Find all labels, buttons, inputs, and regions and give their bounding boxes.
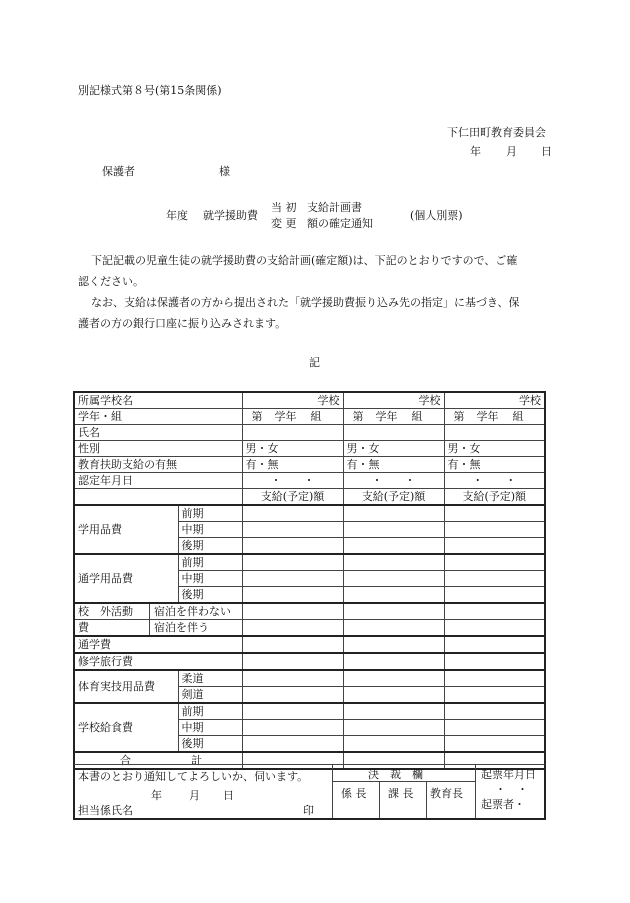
staff-name-label: 担当係氏名 — [78, 804, 133, 817]
name-label: 氏名 — [74, 425, 242, 441]
amount-cell — [343, 703, 444, 720]
superintendent-label: 教育長 — [430, 787, 463, 800]
amount-cell — [242, 736, 343, 753]
amount-cell — [74, 603, 242, 620]
amount-cell — [242, 720, 343, 736]
school-cell-2: 学校 — [343, 392, 444, 409]
amount-cell — [444, 636, 545, 653]
school-trip-label: 修学旅行費 — [74, 653, 242, 670]
issuer: 下仁田町教育委員会 — [447, 126, 546, 139]
title-year: 年度 — [166, 209, 188, 222]
amount-cell — [444, 571, 545, 587]
approval-day: 日 — [223, 789, 234, 802]
term-mid: 中期 — [178, 720, 242, 736]
decision-header: 決 裁 欄 — [368, 768, 423, 781]
aid-cell-2: 有・無 — [343, 457, 444, 473]
aid-label: 教育扶助支給の有無 — [74, 457, 242, 473]
table-row — [74, 670, 545, 687]
amount-cell — [343, 571, 444, 587]
outside-activity-label-b: 費 — [75, 620, 150, 635]
amount-header-1: 支給(予定)額 — [242, 489, 343, 506]
pe-supplies-label: 体育実技用品費 — [74, 670, 178, 703]
drafter-label: 起票者・ — [481, 798, 525, 811]
kendo-label: 剣道 — [178, 687, 242, 704]
amount-cell — [242, 538, 343, 555]
title-note: (個人別票) — [410, 209, 463, 222]
term-late: 後期 — [178, 538, 242, 555]
amount-cell — [343, 538, 444, 555]
amount-header-3: 支給(予定)額 — [444, 489, 545, 506]
commute-supplies-label: 通学用品費 — [74, 554, 178, 603]
amount-cell — [74, 620, 242, 637]
amount-cell — [242, 505, 343, 522]
paragraph-2-line-1: なお、支給は保護者の方から提出された「就学援助費振り込み先の指定」に基づき、保 — [91, 296, 520, 309]
grade-cell-1: 第 学年 組 — [242, 409, 343, 425]
draft-date-dots: ・ ・ — [495, 783, 528, 796]
grade-cell-3: 第 学年 組 — [444, 409, 545, 425]
table-row — [74, 554, 545, 571]
date-month: 月 — [506, 145, 517, 158]
amount-cell — [343, 736, 444, 753]
table-row — [74, 636, 545, 653]
amount-cell — [444, 687, 545, 704]
seal-mark: 印 — [303, 804, 314, 817]
paragraph-1-line-1: 下記記載の児童生徒の就学援助費の支給計画(確定額)は、下記のとおりですので、ご確 — [91, 254, 518, 267]
amount-cell — [242, 522, 343, 538]
title-option-initial: 当 初 — [271, 201, 297, 214]
commute-cost-label: 通学費 — [74, 636, 242, 653]
amount-cell — [242, 670, 343, 687]
cert-cell-2: ・ ・ — [343, 473, 444, 489]
amount-cell — [343, 720, 444, 736]
approval-box — [73, 764, 546, 820]
amount-cell — [343, 587, 444, 604]
table-row — [74, 703, 545, 720]
grade-label: 学年・組 — [74, 409, 242, 425]
sex-cell-1: 男・女 — [242, 441, 343, 457]
aid-table — [73, 391, 546, 770]
amount-cell — [343, 554, 444, 571]
with-stay-label: 宿泊を伴う — [154, 621, 209, 634]
date-day: 日 — [541, 145, 552, 158]
amount-cell — [444, 736, 545, 753]
amount-header-2: 支給(予定)額 — [343, 489, 444, 506]
amount-cell — [242, 703, 343, 720]
term-early: 前期 — [178, 703, 242, 720]
aid-cell-3: 有・無 — [444, 457, 545, 473]
without-stay-label: 宿泊を伴わない — [154, 605, 231, 618]
amount-cell — [242, 653, 343, 670]
table-row — [74, 505, 545, 522]
amount-cell — [343, 653, 444, 670]
table-row — [74, 489, 545, 506]
table-row — [74, 620, 545, 637]
amount-cell — [242, 571, 343, 587]
section-chief-label: 課 長 — [388, 787, 414, 800]
name-cell-3 — [444, 425, 545, 441]
cert-cell-1: ・ ・ — [242, 473, 343, 489]
amount-cell — [444, 538, 545, 555]
date-year: 年 — [470, 145, 481, 158]
total-label: 合 計 — [74, 752, 242, 769]
name-cell-2 — [343, 425, 444, 441]
amount-cell — [444, 587, 545, 604]
school-label: 所属学校名 — [74, 392, 242, 409]
amount-cell — [444, 703, 545, 720]
approval-month: 月 — [189, 789, 200, 802]
school-cell-3: 学校 — [444, 392, 545, 409]
form-number: 別記様式第８号(第15条関係) — [78, 84, 222, 97]
amount-cell — [242, 636, 343, 653]
amount-cell — [343, 620, 444, 637]
amount-cell — [242, 554, 343, 571]
amount-cell — [343, 603, 444, 620]
term-mid: 中期 — [178, 571, 242, 587]
sex-cell-3: 男・女 — [444, 441, 545, 457]
amount-header-blank — [74, 489, 242, 506]
term-mid: 中期 — [178, 522, 242, 538]
table-row — [74, 653, 545, 670]
amount-cell — [444, 620, 545, 637]
title-option-notice: 額の確定通知 — [307, 217, 373, 230]
name-cell-1 — [242, 425, 343, 441]
school-cell-1: 学校 — [242, 392, 343, 409]
outside-activity-label-a: 校 外活動 — [75, 604, 150, 619]
title-option-plan: 支給計画書 — [307, 201, 362, 214]
grade-cell-2: 第 学年 組 — [343, 409, 444, 425]
table-row — [74, 457, 545, 473]
lunch-label: 学校給食費 — [74, 703, 178, 752]
amount-cell — [444, 720, 545, 736]
title-subject: 就学援助費 — [203, 209, 258, 222]
amount-cell — [343, 505, 444, 522]
sex-cell-2: 男・女 — [343, 441, 444, 457]
paragraph-1-line-2: 認ください。 — [78, 275, 144, 288]
table-row — [74, 473, 545, 489]
paragraph-2-line-2: 護者の方の銀行口座に振り込みされます。 — [78, 317, 287, 330]
term-early: 前期 — [178, 554, 242, 571]
table-row — [74, 409, 545, 425]
amount-cell — [444, 554, 545, 571]
judo-label: 柔道 — [178, 670, 242, 687]
amount-cell — [343, 687, 444, 704]
chief-label: 係 長 — [341, 787, 367, 800]
honorific: 様 — [219, 165, 230, 178]
amount-cell — [343, 522, 444, 538]
amount-cell — [444, 522, 545, 538]
table-row — [74, 603, 545, 620]
approval-year: 年 — [151, 789, 162, 802]
aid-cell-1: 有・無 — [242, 457, 343, 473]
amount-cell — [242, 587, 343, 604]
amount-cell — [444, 603, 545, 620]
amount-cell — [242, 620, 343, 637]
amount-cell — [242, 687, 343, 704]
approval-request: 本書のとおり通知してよろしいか、伺います。 — [78, 770, 309, 783]
term-late: 後期 — [178, 587, 242, 604]
school-supplies-label: 学用品費 — [74, 505, 178, 554]
term-late: 後期 — [178, 736, 242, 753]
ki-heading: 記 — [309, 356, 320, 369]
title-option-change: 変 更 — [271, 217, 297, 230]
cert-cell-3: ・ ・ — [444, 473, 545, 489]
amount-cell — [444, 505, 545, 522]
amount-cell — [343, 670, 444, 687]
amount-cell — [444, 670, 545, 687]
table-row — [74, 392, 545, 409]
cert-label: 認定年月日 — [74, 473, 242, 489]
sex-label: 性別 — [74, 441, 242, 457]
table-row — [74, 441, 545, 457]
amount-cell — [444, 653, 545, 670]
amount-cell — [242, 603, 343, 620]
draft-date-label: 起票年月日 — [481, 768, 536, 781]
recipient-label: 保護者 — [102, 165, 135, 178]
amount-cell — [343, 636, 444, 653]
term-early: 前期 — [178, 505, 242, 522]
table-row — [74, 425, 545, 441]
